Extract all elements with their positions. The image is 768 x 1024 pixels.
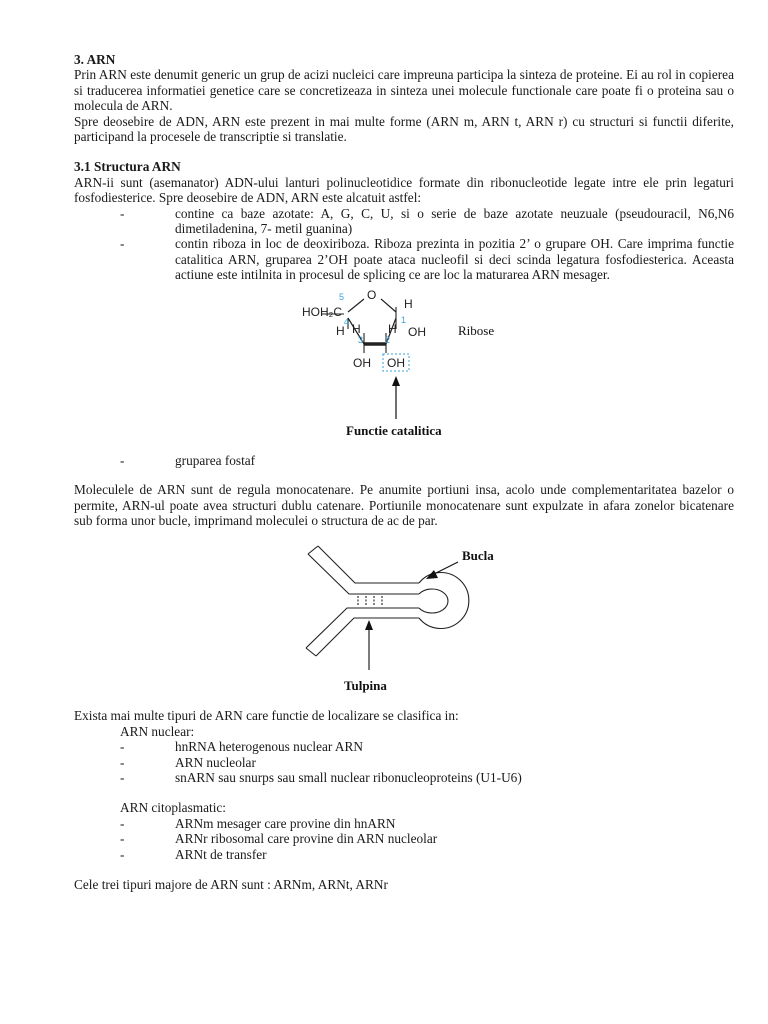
list-item-text: ARNm mesager care provine din hnARN — [175, 815, 396, 831]
section-3-paragraph-1: Prin ARN este denumit generic un grup de acizi nucleici care impreuna participa la sinteza de proteine. Ei au rol in copierea si traducerea informatiei genetice care se concretizeaza in sinteza unei molecule functionale care poate fi o proteina sau o molecula de ARN. — [74, 67, 734, 114]
hydroxyl-label: OH — [353, 355, 371, 370]
molecule-paragraph: Moleculele de ARN sunt de regula monocatenare. Pe anumite portiuni insa, acolo unde complementaritatea bazelor o permite, ARN-ul poate avea structuri dublu catenare. Portiunile monocatenare sunt expulzate in afara zonelor bicatenare sub forma unor bucle, imprimand moleculei o structura de ac de par. — [74, 482, 734, 528]
stem-label: Tulpina — [344, 678, 387, 694]
position-number: 1 — [401, 314, 407, 325]
list-item — [74, 236, 734, 282]
list-item-text: contin riboza in loc de deoxiriboza. Riboza prezinta in pozitia 2’ o grupare OH. Care imprima functie catalitica ARN, gruparea 2’OH poate ataca nucleofil si deci scinda legatura fosfodiesterica. Aceasta actiune este intilnita in procesul de splicing ce are loc la maturarea ARN mesager. — [175, 236, 734, 283]
spacer — [74, 144, 734, 159]
hydroxyl-label: OH — [408, 324, 426, 339]
nuclear-list — [74, 739, 734, 785]
spacer — [74, 862, 734, 877]
dash-bullet: - — [120, 815, 125, 831]
list-item — [74, 755, 734, 770]
hoh2c-label: HOH₂C — [302, 304, 342, 319]
hydrogen-label: H — [336, 323, 345, 338]
final-sentence: Cele trei tipuri majore de ARN sunt : ARNm, ARNt, ARNr — [74, 876, 388, 892]
arrow-icon — [426, 570, 438, 579]
section-3-title: 3. ARN — [74, 52, 116, 67]
catalytic-caption: Functie catalitica — [346, 422, 442, 438]
list-item-text: ARNr ribosomal care provine din ARN nucleolar — [175, 831, 438, 847]
list-item — [74, 847, 734, 862]
structure-list-continued — [74, 453, 734, 468]
dash-bullet: - — [120, 205, 125, 221]
list-item-text: hnRNA heterogenous nuclear ARN — [175, 739, 363, 755]
dash-bullet: - — [120, 452, 125, 468]
spacer — [74, 468, 734, 482]
dash-bullet: - — [120, 754, 125, 770]
list-item-text: contine ca baze azotate: A, G, C, U, si o serie de baze azotate neuzuale (pseudouracil, N6,N6 dimetiladenina, 7- metil guanina) — [175, 205, 734, 237]
hairpin-diagram — [74, 528, 734, 708]
hairpin-figure — [74, 528, 734, 708]
nuclear-title: ARN nuclear: — [120, 723, 195, 739]
list-item-text: ARNt de transfer — [175, 846, 267, 862]
list-item-text: ARN nucleolar — [175, 754, 256, 770]
cytoplasmic-list — [74, 816, 734, 862]
arrow-up-icon — [365, 620, 373, 630]
list-item — [74, 770, 734, 785]
position-number: 3 — [358, 334, 364, 345]
dash-bullet: - — [120, 831, 125, 847]
ribose-label: Ribose — [458, 322, 495, 338]
document-page — [74, 52, 734, 892]
list-item-text: gruparea fostaf — [175, 452, 256, 468]
arrow-up-icon — [392, 376, 400, 386]
list-item — [74, 453, 734, 468]
list-item — [74, 831, 734, 846]
dash-bullet: - — [120, 769, 125, 785]
spacer — [74, 785, 734, 800]
ribose-figure — [74, 283, 734, 453]
dash-bullet: - — [120, 846, 125, 862]
cytoplasmic-title: ARN citoplasmatic: — [120, 800, 226, 816]
hydrogen-label: H — [404, 296, 413, 311]
list-item-text: snARN sau snurps sau small nuclear ribonucleoproteins (U1-U6) — [175, 769, 522, 785]
ribose-diagram — [74, 283, 734, 453]
types-intro: Exista mai multe tipuri de ARN care functie de localizare se clasifica in: — [74, 708, 459, 724]
position-number: 5 — [339, 291, 345, 302]
hydrogen-label: H — [388, 321, 397, 336]
section-3-1-intro: ARN-ii sunt (asemanator) ADN-ului lanturi polinucleotidice formate din ribonucleotide legate intre ele prin legaturi fosfodiesterice. Spre deosebire de ADN, ARN este alcatuit astfel: — [74, 174, 734, 206]
list-item — [74, 739, 734, 754]
list-item — [74, 206, 734, 237]
hydrogen-label: H — [352, 321, 361, 336]
section-3-paragraph-2: Spre deosebire de ADN, ARN este prezent in mai multe forme (ARN m, ARN t, ARN r) cu structuri si functii diferite, participand la procesele de transcriptie si translatie. — [74, 113, 734, 145]
dash-bullet: - — [120, 739, 125, 755]
structure-list — [74, 206, 734, 283]
catalytic-hydroxyl-label: OH — [387, 355, 405, 370]
position-number: 2 — [385, 334, 391, 345]
ring-oxygen-label: O — [367, 287, 377, 302]
loop-label: Bucla — [462, 548, 494, 564]
dash-bullet: - — [120, 236, 125, 252]
list-item — [74, 816, 734, 831]
section-3-1-title: 3.1 Structura ARN — [74, 159, 181, 175]
position-number: 4 — [344, 316, 350, 327]
